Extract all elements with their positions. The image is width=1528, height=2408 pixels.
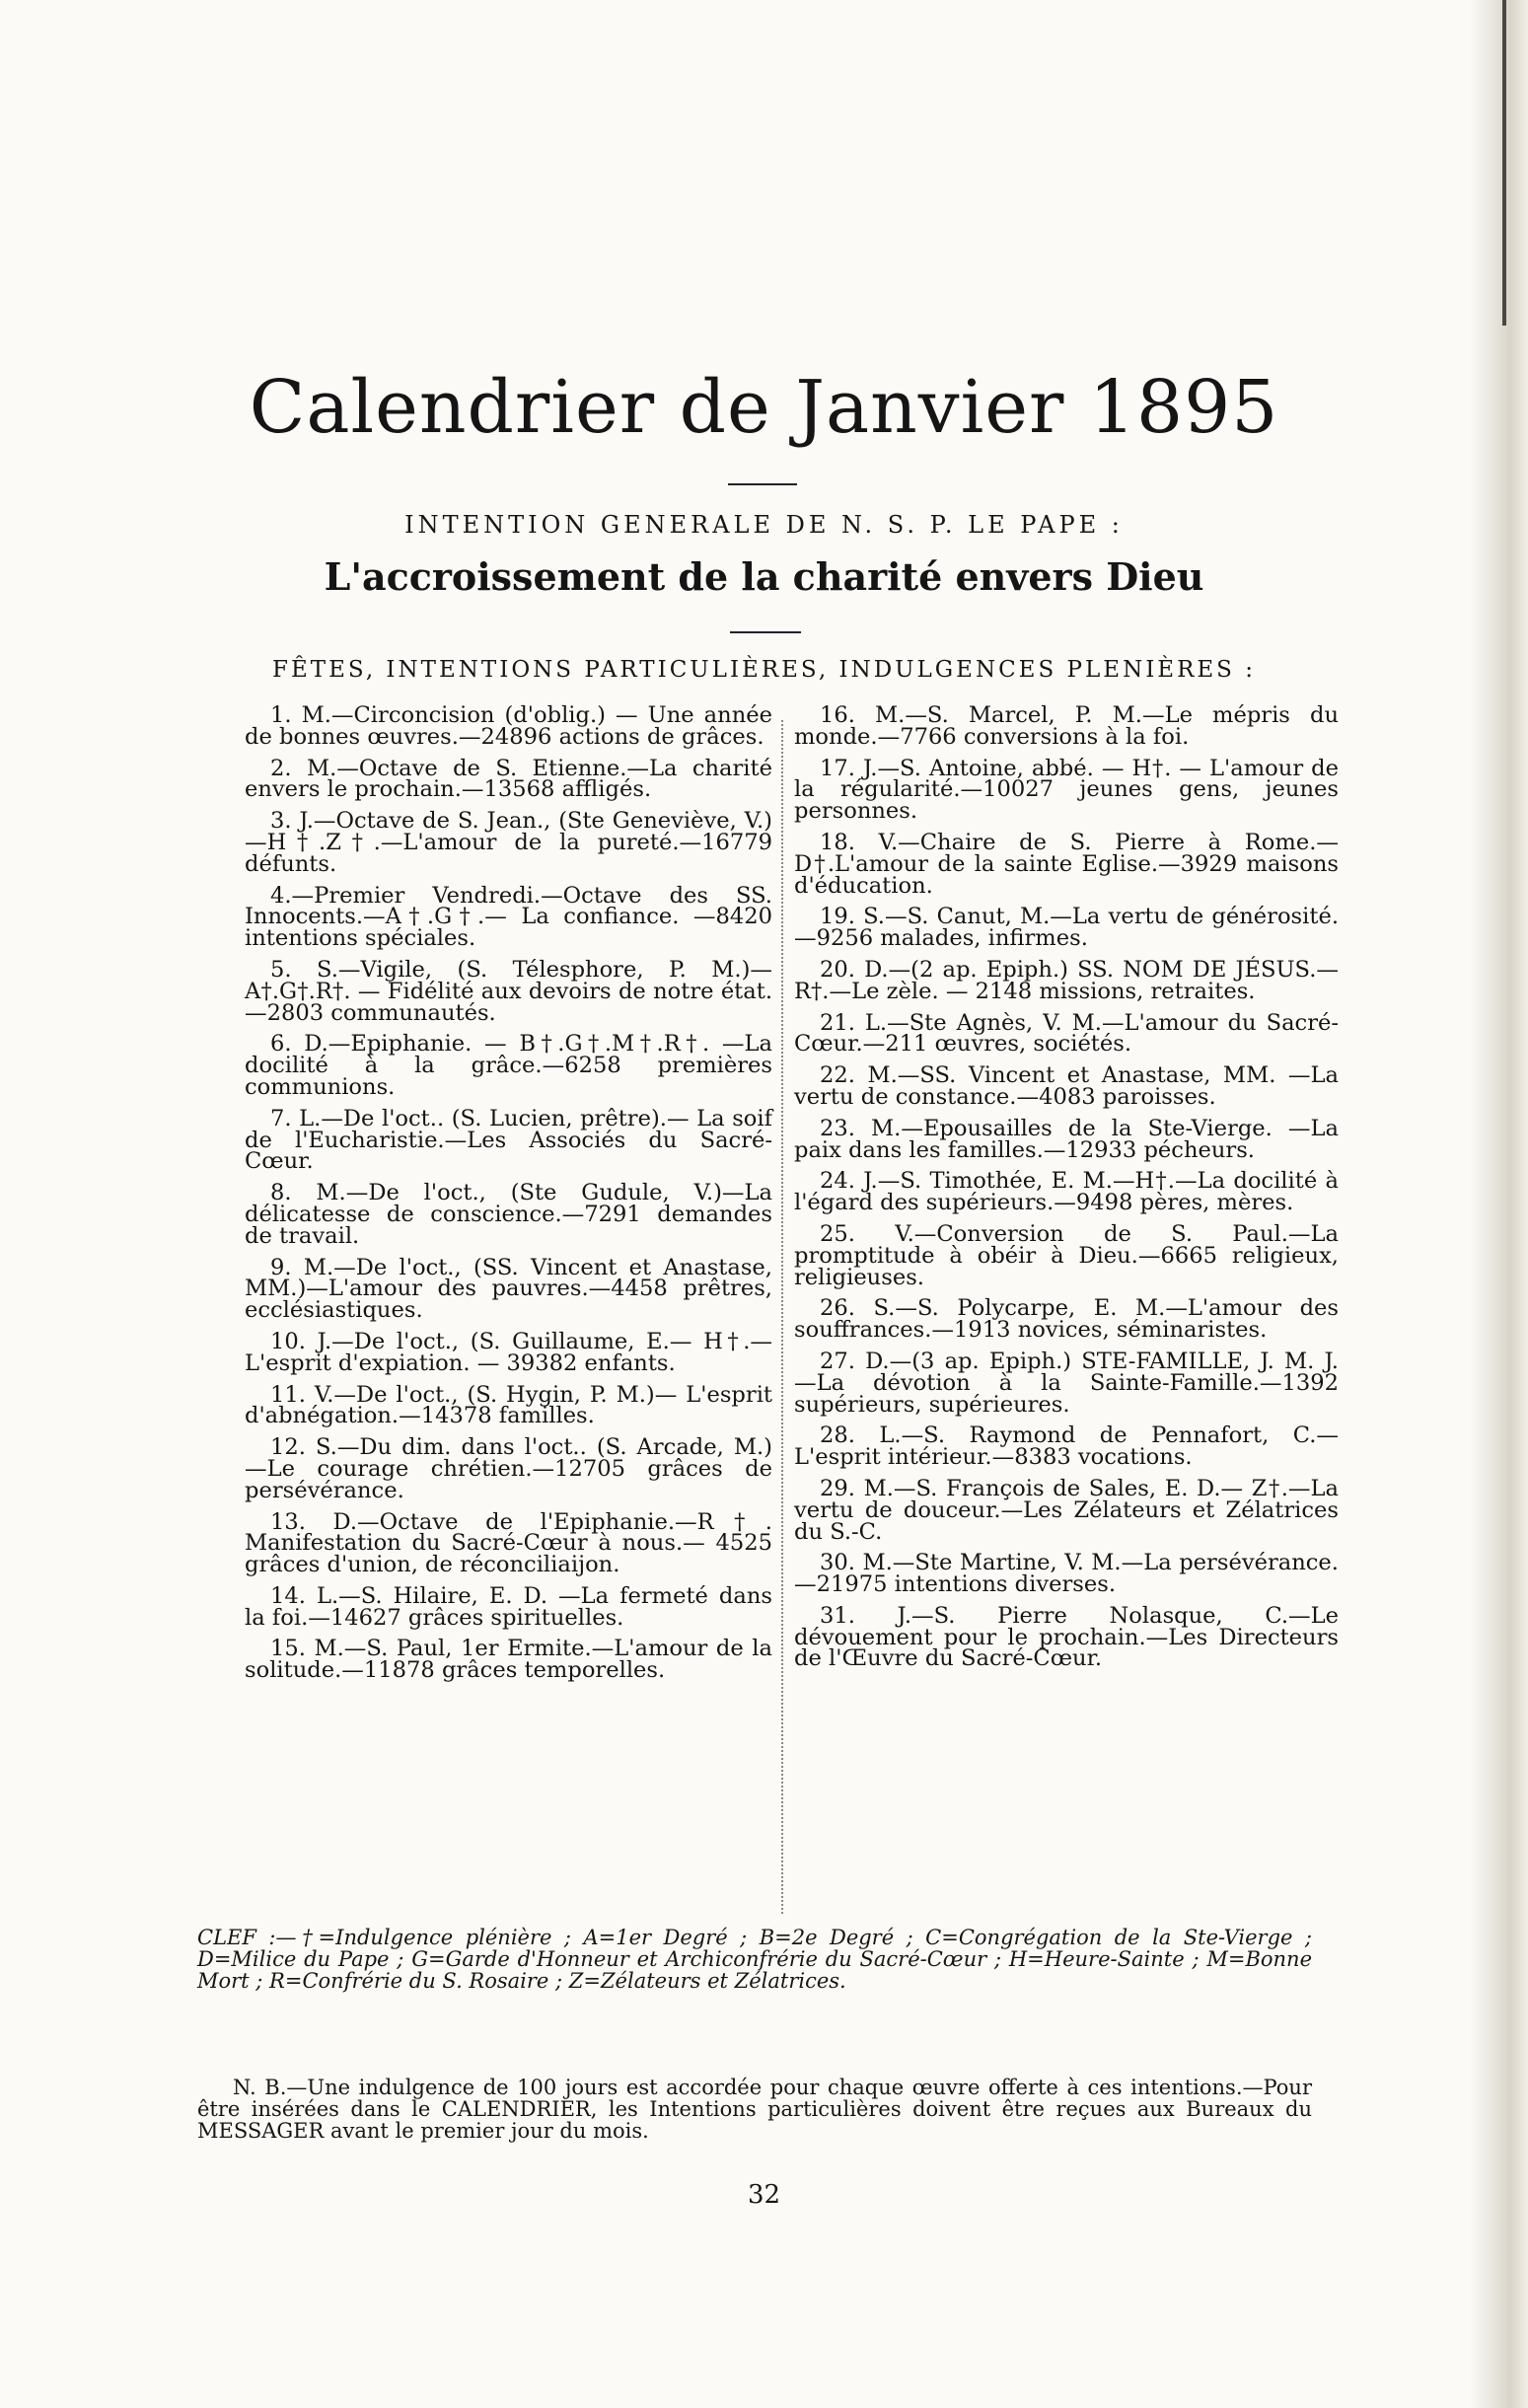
calendar-entry: 31. J.—S. Pierre Nolasque, C.—Le dévouement pour le prochain.—Les Directeurs de l'Œuvre du Sacré-Cœur. — [794, 1602, 1339, 1672]
calendar-entry: 17. J.—S. Antoine, abbé. — H†. — L'amour de la régularité.—10027 jeunes gens, jeunes personnes. — [794, 755, 1339, 825]
calendar-entry: 15. M.—S. Paul, 1er Ermite.—L'amour de la solitude.—11878 grâces temporelles. — [245, 1636, 772, 1684]
calendar-entry: 5. S.—Vigile, (S. Télesphore, P. M.)— A†.G†.R†. — Fidélité aux devoirs de notre état.—2803 communautés. — [245, 956, 772, 1026]
column-separator — [781, 720, 784, 1914]
right-column — [794, 702, 1339, 1680]
calendar-entry: 6. D.—Epiphanie. — B†.G†.M†.R†. —La docilité à la grâce.—6258 premières communions. — [245, 1031, 772, 1100]
section-subheading: FÊTES, INTENTIONS PARTICULIÈRES, INDULGENCES PLENIÈRES : — [272, 657, 1256, 683]
calendar-entry: 23. M.—Epousailles de la Ste-Vierge. —La paix dans les familles.—12933 pécheurs. — [794, 1115, 1339, 1163]
intention-text: L'accroissement de la charité envers Dieu — [324, 554, 1204, 599]
nota-bene-note: N. B.—Une indulgence de 100 jours est accordée pour chaque œuvre offerte à ces intentions.—Pour être insérées dans le CALENDRIER, les Intentions particulières doivent être reçues aux Bureaux du MESSAGER avant le premier jour du mois. — [197, 2076, 1312, 2143]
calendar-entry: 27. D.—(3 ap. Epiph.) STE-FAMILLE, J. M. J.—La dévotion à la Sainte-Famille.—1392 supérieurs, supérieures. — [794, 1348, 1339, 1418]
calendar-entry: 4.—Premier Vendredi.—Octave des SS. Innocents.—A†.G†.— La confiance. —8420 intentions spéciales. — [245, 882, 772, 952]
calendar-entry: 2. M.—Octave de S. Etienne.—La charité envers le prochain.—13568 affligés. — [245, 755, 772, 803]
left-column — [245, 702, 772, 1692]
legend-key: CLEF :—†=Indulgence plénière ; A=1er Degré ; B=2e Degré ; C=Congrégation de la Ste-Vierge ; D=Milice du Pape ; G=Garde d'Honneur et Archiconfrérie du Sacré-Cœur ; H=Heure-Sainte ; M=Bonne Mort ; R=Confrérie du S. Rosaire ; Z=Zélateurs et Zélatrices. — [197, 1926, 1312, 1993]
page-title: Calendrier de Janvier 1895 — [249, 365, 1279, 450]
intention-rule — [730, 631, 801, 633]
calendar-entry: 21. L.—Ste Agnès, V. M.—L'amour du Sacré-Cœur.—211 œuvres, sociétés. — [794, 1009, 1339, 1058]
calendar-entry: 19. S.—S. Canut, M.—La vertu de générosité.—9256 malades, infirmes. — [794, 904, 1339, 952]
calendar-entry: 10. J.—De l'oct., (S. Guillaume, E.— H†.—L'esprit d'expiation. — 39382 enfants. — [245, 1328, 772, 1376]
calendar-entry: 13. D.—Octave de l'Epiphanie.—R†. Manifestation du Sacré-Cœur à nous.— 4525 grâces d'union, de réconciliaijon. — [245, 1508, 772, 1578]
calendar-entry: 7. L.—De l'oct.. (S. Lucien, prêtre).— La soif de l'Eucharistie.—Les Associés du Sacré-Cœur. — [245, 1105, 772, 1175]
calendar-entry: 1. M.—Circoncision (d'oblig.) — Une année de bonnes œuvres.—24896 actions de grâces. — [245, 702, 772, 750]
calendar-entry: 14. L.—S. Hilaire, E. D. —La fermeté dans la foi.—14627 grâces spirituelles. — [245, 1582, 772, 1631]
calendar-entry: 9. M.—De l'oct., (SS. Vincent et Anastase, MM.)—L'amour des pauvres.—4458 prêtres, ecclésiastiques. — [245, 1254, 772, 1324]
calendar-entry: 26. S.—S. Polycarpe, E. M.—L'amour des souffrances.—1913 novices, séminaristes. — [794, 1295, 1339, 1344]
calendar-entry: 18. V.—Chaire de S. Pierre à Rome.— D†.L'amour de la sainte Eglise.—3929 maisons d'éducation. — [794, 829, 1339, 899]
calendar-entry: 25. V.—Conversion de S. Paul.—La promptitude à obéir à Dieu.—6665 religieux, religieuses. — [794, 1220, 1339, 1290]
calendar-entry: 8. M.—De l'oct., (Ste Gudule, V.)—La délicatesse de conscience.—7291 demandes de travail. — [245, 1180, 772, 1249]
calendar-entry: 20. D.—(2 ap. Epiph.) SS. NOM DE JÉSUS.—R†.—Le zèle. — 2148 missions, retraites. — [794, 956, 1339, 1004]
page-edge-mark — [1502, 0, 1506, 326]
page-edge-shadow — [1469, 0, 1528, 2408]
title-rule — [728, 483, 797, 485]
calendar-entry: 22. M.—SS. Vincent et Anastase, MM. —La vertu de constance.—4083 paroisses. — [794, 1062, 1339, 1110]
calendar-entry: 24. J.—S. Timothée, E. M.—H†.—La docilité à l'égard des supérieurs.—9498 pères, mères. — [794, 1168, 1339, 1216]
calendar-entry: 11. V.—De l'oct., (S. Hygin, P. M.)— L'esprit d'abnégation.—14378 familles. — [245, 1381, 772, 1429]
calendar-entry: 3. J.—Octave de S. Jean., (Ste Geneviève, V.)—H†.Z†.—L'amour de la pureté.—16779 défunts. — [245, 808, 772, 877]
page-number: 32 — [747, 2180, 781, 2210]
intention-heading: INTENTION GENERALE DE N. S. P. LE PAPE : — [404, 511, 1124, 539]
calendar-entry: 30. M.—Ste Martine, V. M.—La persévérance.—21975 intentions diverses. — [794, 1550, 1339, 1598]
calendar-entry: 12. S.—Du dim. dans l'oct.. (S. Arcade, M.)—Le courage chrétien.—12705 grâces de persévérance. — [245, 1434, 772, 1503]
calendar-entry: 29. M.—S. François de Sales, E. D.— Z†.—La vertu de douceur.—Les Zélateurs et Zélatrices du S.-C. — [794, 1475, 1339, 1545]
calendar-entry: 28. L.—S. Raymond de Pennafort, C.— L'esprit intérieur.—8383 vocations. — [794, 1423, 1339, 1471]
calendar-entry: 16. M.—S. Marcel, P. M.—Le mépris du monde.—7766 conversions à la foi. — [794, 702, 1339, 750]
